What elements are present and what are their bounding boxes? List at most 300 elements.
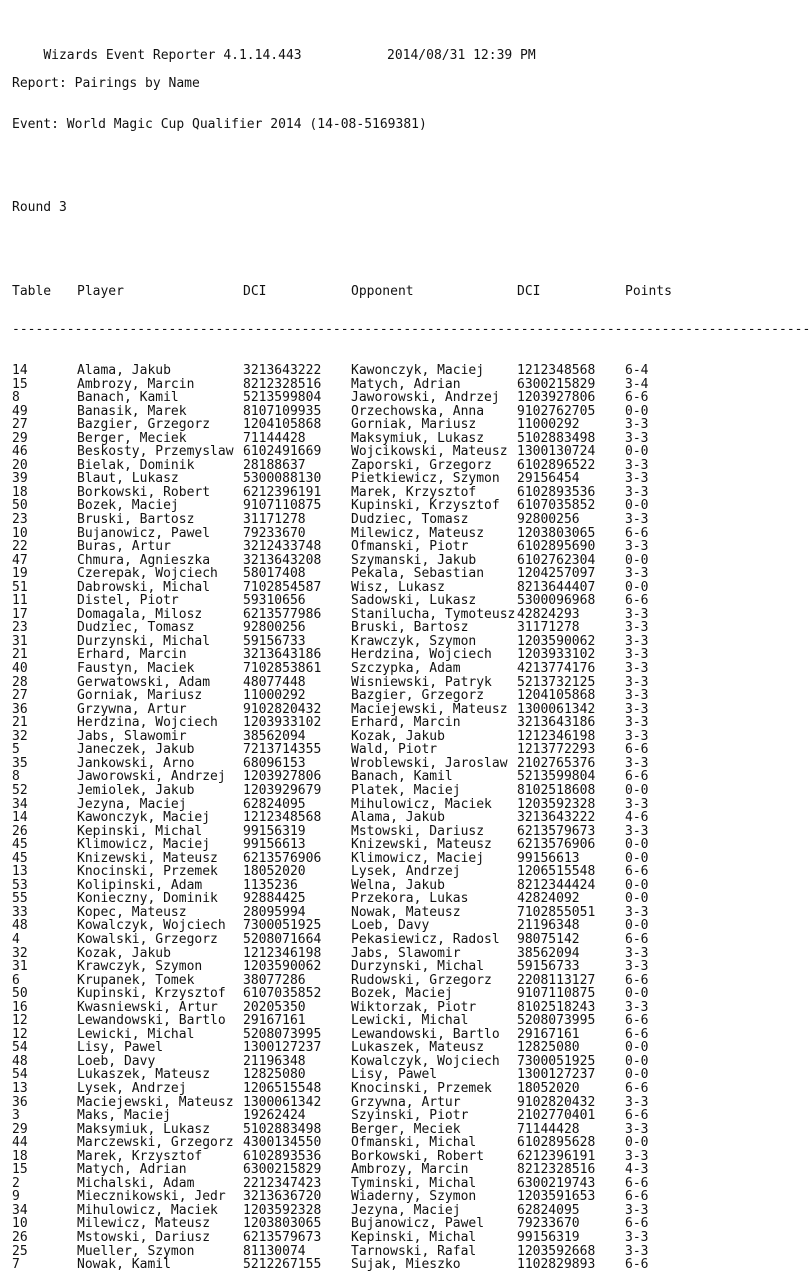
opponent-dci: 1300061342 (517, 701, 596, 717)
opponent-dci: 21196348 (517, 918, 580, 934)
points: 0-0 (625, 877, 649, 893)
player-dci: 7102853861 (243, 661, 322, 677)
player-name: Gerwatowski, Adam (77, 674, 211, 690)
opponent-name: Mstowski, Dariusz (351, 823, 485, 839)
table-number: 46 (12, 444, 28, 460)
opponent-dci: 42824092 (517, 891, 580, 907)
col-header-points: Points (625, 284, 672, 299)
points: 3-3 (625, 959, 649, 975)
player-name: Janeczek, Jakub (77, 742, 195, 758)
pairing-row (12, 1041, 724, 1055)
opponent-dci: 6300215829 (517, 376, 596, 392)
points: 0-0 (625, 986, 649, 1002)
player-dci: 62824095 (243, 796, 306, 812)
points: 6-6 (625, 593, 649, 609)
player-dci: 99156319 (243, 823, 306, 839)
player-dci: 4300134550 (243, 1135, 322, 1151)
opponent-dci: 1203592328 (517, 796, 596, 812)
player-dci: 8107109935 (243, 403, 322, 419)
points: 0-0 (625, 782, 649, 798)
table-number: 29 (12, 430, 28, 446)
points: 4-3 (625, 1162, 649, 1178)
opponent-name: Lisy, Pawel (351, 1067, 438, 1083)
player-name: Bruski, Bartosz (77, 512, 195, 528)
player-name: Grzywna, Artur (77, 701, 187, 717)
pairing-row (12, 1245, 724, 1259)
player-dci: 5208073995 (243, 1026, 322, 1042)
player-dci: 58017408 (243, 566, 306, 582)
points: 6-6 (625, 1216, 649, 1232)
player-name: Lewandowski, Bartlo (77, 1013, 226, 1029)
table-number: 22 (12, 539, 28, 555)
opponent-dci: 12825080 (517, 1040, 580, 1056)
points: 3-3 (625, 823, 649, 839)
table-number: 45 (12, 837, 28, 853)
pairing-row (12, 865, 724, 879)
points: 6-6 (625, 1257, 649, 1273)
opponent-dci: 8213644407 (517, 579, 596, 595)
opponent-name: Mihulowicz, Maciek (351, 796, 492, 812)
table-number: 18 (12, 484, 28, 500)
table-number: 2 (12, 1175, 20, 1191)
player-name: Krupanek, Tomek (77, 972, 195, 988)
player-name: Kupinski, Krzysztof (77, 986, 226, 1002)
player-dci: 1203927806 (243, 769, 322, 785)
pairing-row (12, 391, 724, 405)
points: 3-3 (625, 1243, 649, 1259)
player-dci: 1203803065 (243, 1216, 322, 1232)
opponent-dci: 4213774176 (517, 661, 596, 677)
opponent-dci: 1212346198 (517, 728, 596, 744)
opponent-dci: 31171278 (517, 620, 580, 636)
player-dci: 12825080 (243, 1067, 306, 1083)
table-number: 26 (12, 823, 28, 839)
opponent-name: Bruski, Bartosz (351, 620, 469, 636)
opponent-dci: 1203590062 (517, 633, 596, 649)
opponent-name: Orzechowska, Anna (351, 403, 485, 419)
table-number: 12 (12, 1013, 28, 1029)
opponent-dci: 5300096968 (517, 593, 596, 609)
points: 3-4 (625, 376, 649, 392)
player-dci: 1203933102 (243, 715, 322, 731)
opponent-name: Szczypka, Adam (351, 661, 461, 677)
player-name: Erhard, Marcin (77, 647, 187, 663)
opponent-dci: 59156733 (517, 959, 580, 975)
player-name: Mstowski, Dariusz (77, 1230, 211, 1245)
points: 6-6 (625, 864, 649, 880)
opponent-dci: 1102829893 (517, 1257, 596, 1273)
points: 0-0 (625, 837, 649, 853)
table-number: 9 (12, 1189, 20, 1205)
pairing-row (12, 757, 724, 771)
table-number: 48 (12, 918, 28, 934)
opponent-name: Jezyna, Maciej (351, 1202, 461, 1218)
opponent-dci: 1300130724 (517, 444, 596, 460)
table-number: 8 (12, 390, 20, 406)
player-dci: 5300088130 (243, 471, 322, 487)
player-dci: 6213579673 (243, 1230, 322, 1245)
opponent-dci: 8102518243 (517, 999, 596, 1015)
opponent-dci: 5102883498 (517, 430, 596, 446)
player-dci: 5212267155 (243, 1257, 322, 1273)
opponent-name: Sujak, Mieszko (351, 1257, 461, 1273)
table-number: 21 (12, 647, 28, 663)
pairing-row (12, 1001, 724, 1015)
table-number: 18 (12, 1148, 28, 1164)
points: 4-6 (625, 810, 649, 826)
col-header-opponent: Opponent (351, 284, 414, 299)
pairing-row (12, 811, 724, 825)
player-dci: 3213643222 (243, 363, 322, 378)
pairing-row (12, 770, 724, 784)
player-name: Maksymiuk, Lukasz (77, 1121, 211, 1137)
pairing-row (12, 499, 724, 513)
points: 6-6 (625, 525, 649, 541)
opponent-dci: 6102895628 (517, 1135, 596, 1151)
opponent-dci: 1300127237 (517, 1067, 596, 1083)
opponent-dci: 11000292 (517, 417, 580, 433)
opponent-name: Banach, Kamil (351, 769, 453, 785)
table-number: 36 (12, 1094, 28, 1110)
pairing-row (12, 906, 724, 920)
opponent-name: Pekala, Sebastian (351, 566, 485, 582)
points: 3-3 (625, 945, 649, 961)
player-name: Kowalski, Grzegorz (77, 931, 218, 947)
pairing-row (12, 974, 724, 988)
player-dci: 2212347423 (243, 1175, 322, 1191)
player-dci: 11000292 (243, 688, 306, 704)
opponent-name: Nowak, Mateusz (351, 904, 461, 920)
opponent-name: Jaworowski, Andrzej (351, 390, 500, 406)
pairing-row (12, 1204, 724, 1218)
points: 3-3 (625, 1148, 649, 1164)
opponent-dci: 1204105868 (517, 688, 596, 704)
table-number: 32 (12, 945, 28, 961)
pairing-row (12, 567, 724, 581)
points: 3-3 (625, 417, 649, 433)
opponent-name: Maksymiuk, Lukasz (351, 430, 485, 446)
opponent-dci: 1203591653 (517, 1189, 596, 1205)
opponent-name: Knizewski, Mateusz (351, 837, 492, 853)
pairing-row (12, 594, 724, 608)
points: 6-6 (625, 1013, 649, 1029)
table-number: 32 (12, 728, 28, 744)
opponent-dci: 6102895690 (517, 539, 596, 555)
pairing-row (12, 960, 724, 974)
opponent-name: Milewicz, Mateusz (351, 525, 485, 541)
opponent-name: Erhard, Marcin (351, 715, 461, 731)
points: 6-6 (625, 1108, 649, 1124)
opponent-name: Bazgier, Grzegorz (351, 688, 485, 704)
points: 3-3 (625, 904, 649, 920)
player-dci: 9107110875 (243, 498, 322, 514)
player-name: Beskosty, Przemyslaw (77, 444, 234, 460)
points: 6-6 (625, 1175, 649, 1191)
player-dci: 29167161 (243, 1013, 306, 1029)
opponent-dci: 7300051925 (517, 1053, 596, 1069)
player-dci: 99156613 (243, 837, 306, 853)
opponent-dci: 62824095 (517, 1202, 580, 1218)
player-name: Chmura, Agnieszka (77, 552, 211, 568)
table-number: 3 (12, 1108, 20, 1124)
opponent-name: Pietkiewicz, Szymon (351, 471, 500, 487)
player-dci: 92884425 (243, 891, 306, 907)
opponent-name: Wiktorzak, Piotr (351, 999, 477, 1015)
player-name: Maciejewski, Mateusz (77, 1094, 234, 1110)
player-name: Bujanowicz, Pawel (77, 525, 211, 541)
col-header-player: Player (77, 284, 124, 299)
pairing-row (12, 1055, 724, 1069)
report-timestamp: 2014/08/31 12:39 PM (387, 48, 536, 64)
player-name: Kawonczyk, Maciej (77, 810, 211, 826)
table-number: 54 (12, 1040, 28, 1056)
opponent-dci: 6300219743 (517, 1175, 596, 1191)
points: 3-3 (625, 701, 649, 717)
player-name: Kowalczyk, Wojciech (77, 918, 226, 934)
player-dci: 38562094 (243, 728, 306, 744)
player-dci: 1203590062 (243, 959, 322, 975)
player-name: Lisy, Pawel (77, 1040, 164, 1056)
table-number: 13 (12, 1080, 28, 1096)
event-name: Event: World Magic Cup Qualifier 2014 (14-08-5169381) (12, 117, 427, 132)
player-dci: 1212346198 (243, 945, 322, 961)
opponent-dci: 5213732125 (517, 674, 596, 690)
opponent-dci: 29167161 (517, 1026, 580, 1042)
table-number: 15 (12, 376, 28, 392)
opponent-dci: 1203592668 (517, 1243, 596, 1259)
pairing-row (12, 486, 724, 500)
pairing-row (12, 689, 724, 703)
pairing-row (12, 445, 724, 459)
player-name: Ambrozy, Marcin (77, 376, 195, 392)
pairing-row (12, 472, 724, 486)
opponent-dci: 71144428 (517, 1121, 580, 1137)
opponent-name: Kozak, Jakub (351, 728, 445, 744)
player-name: Berger, Meciek (77, 430, 187, 446)
table-number: 39 (12, 471, 28, 487)
pairing-row (12, 1068, 724, 1082)
player-dci: 18052020 (243, 864, 306, 880)
player-dci: 7213714355 (243, 742, 322, 758)
pairing-row (12, 1082, 724, 1096)
player-name: Dudziec, Tomasz (77, 620, 195, 636)
pairing-row (12, 1163, 724, 1177)
opponent-dci: 2102765376 (517, 755, 596, 771)
opponent-name: Wald, Piotr (351, 742, 438, 758)
player-name: Durzynski, Michal (77, 633, 211, 649)
table-number: 23 (12, 620, 28, 636)
table-number: 16 (12, 999, 28, 1015)
pairing-row (12, 418, 724, 432)
table-number: 21 (12, 715, 28, 731)
player-dci: 71144428 (243, 430, 306, 446)
opponent-name: Szymanski, Jakub (351, 552, 477, 568)
opponent-dci: 79233670 (517, 1216, 580, 1232)
points: 3-3 (625, 539, 649, 555)
player-name: Lukaszek, Mateusz (77, 1067, 211, 1083)
pairing-row (12, 1217, 724, 1231)
player-dci: 5213599804 (243, 390, 322, 406)
player-dci: 3213643208 (243, 552, 322, 568)
opponent-name: Matych, Adrian (351, 376, 461, 392)
opponent-name: Bozek, Maciej (351, 986, 453, 1002)
app-version-text: Wizards Event Reporter 4.1.14.443 (43, 48, 302, 64)
table-number: 10 (12, 525, 28, 541)
table-number: 34 (12, 1202, 28, 1218)
pairing-row (12, 919, 724, 933)
opponent-name: Kepinski, Michal (351, 1230, 477, 1245)
table-number: 12 (12, 1026, 28, 1042)
opponent-dci: 9107110875 (517, 986, 596, 1002)
player-name: Jankowski, Arno (77, 755, 195, 771)
opponent-name: Gorniak, Mariusz (351, 417, 477, 433)
player-name: Jezyna, Maciej (77, 796, 187, 812)
opponent-name: Loeb, Davy (351, 918, 430, 934)
points: 3-3 (625, 1094, 649, 1110)
pairing-row (12, 608, 724, 622)
points: 0-0 (625, 1053, 649, 1069)
opponent-name: Dudziec, Tomasz (351, 512, 469, 528)
opponent-name: Tarnowski, Rafal (351, 1243, 477, 1259)
opponent-name: Stanilucha, Tymoteusz (351, 606, 516, 622)
opponent-dci: 2208113127 (517, 972, 596, 988)
opponent-dci: 6213576906 (517, 837, 596, 853)
points: 0-0 (625, 552, 649, 568)
player-name: Matych, Adrian (77, 1162, 187, 1178)
table-number: 31 (12, 633, 28, 649)
round-label: Round 3 (12, 199, 67, 215)
table-number: 47 (12, 552, 28, 568)
opponent-name: Szyinski, Piotr (351, 1108, 469, 1124)
opponent-dci: 99156319 (517, 1230, 580, 1245)
table-number: 40 (12, 661, 28, 677)
player-dci: 20205350 (243, 999, 306, 1015)
points: 3-3 (625, 1202, 649, 1218)
points: 6-6 (625, 390, 649, 406)
points: 6-6 (625, 931, 649, 947)
opponent-dci: 2102770401 (517, 1108, 596, 1124)
player-name: Blaut, Lukasz (77, 471, 179, 487)
player-dci: 1300061342 (243, 1094, 322, 1110)
opponent-dci: 6102896522 (517, 457, 596, 473)
player-dci: 79233670 (243, 525, 306, 541)
col-header-table: Table (12, 284, 52, 299)
player-dci: 7300051925 (243, 918, 322, 934)
points: 3-3 (625, 755, 649, 771)
player-name: Knizewski, Mateusz (77, 850, 218, 866)
player-dci: 8212328516 (243, 376, 322, 392)
player-name: Maks, Maciej (77, 1108, 171, 1124)
opponent-name: Krawczyk, Szymon (351, 633, 477, 649)
table-number: 45 (12, 850, 28, 866)
points: 0-0 (625, 850, 649, 866)
pairing-row (12, 405, 724, 419)
points: 0-0 (625, 1067, 649, 1083)
pairing-row (12, 1177, 724, 1191)
table-number: 33 (12, 904, 28, 920)
points: 3-3 (625, 796, 649, 812)
player-dci: 3213636720 (243, 1189, 322, 1205)
opponent-name: Wroblewski, Jaroslaw (351, 755, 508, 771)
points: 0-0 (625, 891, 649, 907)
pairing-row (12, 513, 724, 527)
points: 0-0 (625, 579, 649, 595)
player-dci: 59310656 (243, 593, 306, 609)
player-dci: 59156733 (243, 633, 306, 649)
opponent-name: Lukaszek, Mateusz (351, 1040, 485, 1056)
opponent-dci: 8212328516 (517, 1162, 596, 1178)
opponent-dci: 7102855051 (517, 904, 596, 920)
points: 3-3 (625, 674, 649, 690)
player-name: Gorniak, Mariusz (77, 688, 203, 704)
table-number: 28 (12, 674, 28, 690)
opponent-dci: 1203927806 (517, 390, 596, 406)
table-number: 13 (12, 864, 28, 880)
player-name: Lysek, Andrzej (77, 1080, 187, 1096)
pairing-row (12, 730, 724, 744)
opponent-dci: 6212396191 (517, 1148, 596, 1164)
pairing-row (12, 987, 724, 1001)
pairing-row (12, 1150, 724, 1164)
points: 3-3 (625, 512, 649, 528)
points: 6-6 (625, 769, 649, 785)
opponent-name: Ofmanski, Piotr (351, 539, 469, 555)
player-name: Banasik, Marek (77, 403, 187, 419)
table-number: 27 (12, 688, 28, 704)
table-number: 35 (12, 755, 28, 771)
opponent-name: Kowalczyk, Wojciech (351, 1053, 500, 1069)
opponent-dci: 6102762304 (517, 552, 596, 568)
player-name: Bozek, Maciej (77, 498, 179, 514)
report-header-line (12, 36, 724, 64)
pairing-row (12, 703, 724, 717)
opponent-name: Alama, Jakub (351, 810, 445, 826)
report-title-line (12, 77, 724, 91)
player-dci: 6107035852 (243, 986, 322, 1002)
opponent-dci: 1212348568 (517, 363, 596, 378)
pairing-row (12, 852, 724, 866)
points: 0-0 (625, 403, 649, 419)
pairing-row (12, 1014, 724, 1028)
opponent-name: Marek, Krzysztof (351, 484, 477, 500)
player-dci: 5208071664 (243, 931, 322, 947)
opponent-name: Lewicki, Michal (351, 1013, 469, 1029)
player-dci: 92800256 (243, 620, 306, 636)
points: 0-0 (625, 444, 649, 460)
pairing-row (12, 527, 724, 541)
table-number: 5 (12, 742, 20, 758)
player-dci: 1212348568 (243, 810, 322, 826)
points: 0-0 (625, 498, 649, 514)
opponent-dci: 99156613 (517, 850, 580, 866)
opponent-name: Lysek, Andrzej (351, 864, 461, 880)
opponent-name: Bujanowicz, Pawel (351, 1216, 485, 1232)
pairing-row (12, 1231, 724, 1245)
opponent-dci: 8102518608 (517, 782, 596, 798)
table-number: 11 (12, 593, 28, 609)
table-number: 49 (12, 403, 28, 419)
opponent-name: Herdzina, Wojciech (351, 647, 492, 663)
player-dci: 1203929679 (243, 782, 322, 798)
table-number: 10 (12, 1216, 28, 1232)
opponent-name: Tyminski, Michal (351, 1175, 477, 1191)
player-name: Nowak, Kamil (77, 1257, 171, 1273)
table-number: 17 (12, 606, 28, 622)
opponent-name: Przekora, Lukas (351, 891, 469, 907)
player-name: Czerepak, Wojciech (77, 566, 218, 582)
player-name: Kozak, Jakub (77, 945, 171, 961)
table-number: 26 (12, 1230, 28, 1245)
